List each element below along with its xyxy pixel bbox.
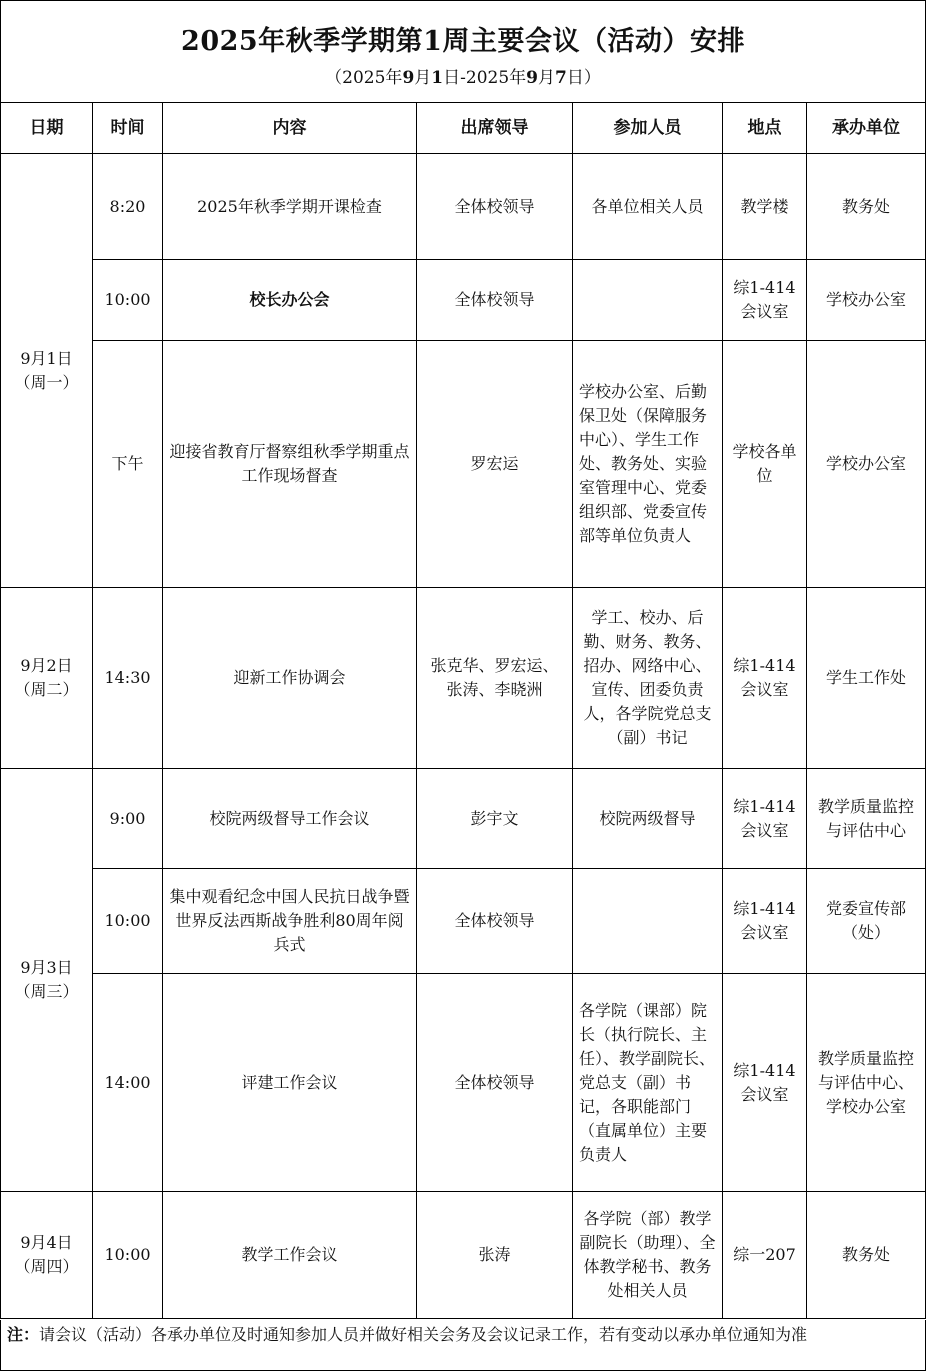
table-row	[1, 1192, 926, 1319]
time-cell: 14:30	[93, 588, 163, 769]
attendees-cell: 校院两级督导	[573, 769, 723, 869]
leaders-cell: 彭宇文	[417, 769, 573, 869]
date-text: 9月1日	[20, 348, 73, 368]
attendees-cell: 学工、校办、后勤、财务、教务、招办、网络中心、宣传、团委负责人，各学院党总支（副）书记	[573, 588, 723, 769]
page-title: 2025年秋季学期第1周主要会议（活动）安排	[181, 26, 745, 57]
organizer-cell: 学生工作处	[807, 588, 926, 769]
col-header-date: 日期	[1, 103, 93, 154]
location-cell: 综1-414会议室	[723, 588, 807, 769]
end-month: 9	[526, 68, 538, 88]
table-row	[1, 869, 926, 974]
end-month-unit: 月	[537, 68, 555, 88]
location-cell: 综1-414会议室	[723, 260, 807, 341]
content-cell: 2025年秋季学期开课检查	[163, 154, 417, 260]
attendees-cell	[573, 260, 723, 341]
location-cell: 综1-414会议室	[723, 974, 807, 1192]
content-cell: 迎新工作协调会	[163, 588, 417, 769]
attendees-cell: 各学院（部）教学副院长（助理）、全体教学秘书、教务处相关人员	[573, 1192, 723, 1319]
col-header-location: 地点	[723, 103, 807, 154]
location-cell: 综一207	[723, 1192, 807, 1319]
content-cell: 集中观看纪念中国人民抗日战争暨世界反法西斯战争胜利80周年阅兵式	[163, 869, 417, 974]
table-row	[1, 588, 926, 769]
time-cell: 下午	[93, 341, 163, 588]
leaders-cell: 全体校领导	[417, 974, 573, 1192]
organizer-cell: 党委宣传部（处）	[807, 869, 926, 974]
attendees-cell: 各单位相关人员	[573, 154, 723, 260]
time-cell: 9:00	[93, 769, 163, 869]
content-cell: 评建工作会议	[163, 974, 417, 1192]
location-cell: 综1-414会议室	[723, 769, 807, 869]
table-header-row	[1, 103, 926, 154]
weekday-text: （周三）	[14, 982, 79, 1001]
col-header-organizer: 承办单位	[807, 103, 926, 154]
date-range	[1, 63, 925, 88]
weekday-text: （周一）	[14, 372, 79, 392]
leaders-cell: 罗宏运	[417, 341, 573, 588]
organizer-cell: 教务处	[807, 154, 926, 260]
footnote-body: 请会议（活动）各承办单位及时通知参加人员并做好相关会务及会议记录工作，若有变动以承办单位通知为准	[39, 1325, 808, 1344]
leaders-cell: 全体校领导	[417, 260, 573, 341]
location-cell: 学校各单位	[723, 341, 807, 588]
col-header-attendees: 参加人员	[573, 103, 723, 154]
end-day: 7	[554, 68, 567, 88]
content-cell: 教学工作会议	[163, 1192, 417, 1319]
leaders-cell: 张克华、罗宏运、张涛、李晓洲	[417, 588, 573, 769]
end-year: 2025年	[465, 68, 527, 88]
range-dash: -	[460, 68, 466, 88]
col-header-leaders: 出席领导	[417, 103, 573, 154]
time-cell: 14:00	[93, 974, 163, 1192]
start-day-unit: 日	[443, 68, 461, 88]
organizer-cell: 学校办公室	[807, 341, 926, 588]
date-cell	[1, 769, 93, 1192]
time-cell: 8:20	[93, 154, 163, 260]
organizer-cell: 学校办公室	[807, 260, 926, 341]
date-cell	[1, 154, 93, 588]
start-day: 1	[431, 68, 444, 88]
date-text: 9月4日	[20, 1233, 73, 1252]
table-row	[1, 769, 926, 869]
organizer-cell: 教学质量监控与评估中心、学校办公室	[807, 974, 926, 1192]
table-row	[1, 974, 926, 1192]
time-cell: 10:00	[93, 1192, 163, 1319]
organizer-cell: 教务处	[807, 1192, 926, 1319]
location-cell: 教学楼	[723, 154, 807, 260]
attendees-cell: 各学院（课部）院长（执行院长、主任）、教学副院长、党总支（副）书记，各职能部门（直属单位）主要负责人	[573, 974, 723, 1192]
table-row	[1, 154, 926, 260]
organizer-cell: 教学质量监控与评估中心	[807, 769, 926, 869]
location-cell: 综1-414会议室	[723, 869, 807, 974]
end-day-unit: 日	[566, 68, 584, 88]
attendees-cell: 学校办公室、后勤保卫处（保障服务中心）、学生工作处、教务处、实验室管理中心、党委组织部、党委宣传部等单位负责人	[573, 341, 723, 588]
date-cell	[1, 1192, 93, 1319]
col-header-content: 内容	[163, 103, 417, 154]
start-month: 9	[402, 68, 415, 88]
footnote	[0, 1320, 926, 1371]
time-cell: 10:00	[93, 869, 163, 974]
content-cell: 迎接省教育厅督察组秋季学期重点工作现场督查	[163, 341, 417, 588]
col-header-time: 时间	[93, 103, 163, 154]
leaders-cell: 张涛	[417, 1192, 573, 1319]
date-cell	[1, 588, 93, 769]
paren-close: ）	[583, 68, 601, 88]
time-cell: 10:00	[93, 260, 163, 341]
footnote-label: 注：	[7, 1325, 40, 1344]
start-month-unit: 月	[414, 68, 432, 88]
document-header	[0, 0, 926, 102]
content-cell: 校院两级督导工作会议	[163, 769, 417, 869]
table-row	[1, 341, 926, 588]
attendees-cell	[573, 869, 723, 974]
weekday-text: （周二）	[14, 680, 79, 699]
start-year: 2025年	[342, 68, 403, 88]
paren-open: （	[325, 68, 343, 88]
leaders-cell: 全体校领导	[417, 154, 573, 260]
content-cell: 校长办公会	[163, 260, 417, 341]
footnote-text	[7, 1324, 807, 1346]
leaders-cell: 全体校领导	[417, 869, 573, 974]
table-row	[1, 260, 926, 341]
date-text: 9月2日	[20, 656, 73, 675]
date-text: 9月3日	[20, 958, 73, 977]
weekday-text: （周四）	[14, 1257, 79, 1276]
schedule-table	[0, 102, 926, 1319]
